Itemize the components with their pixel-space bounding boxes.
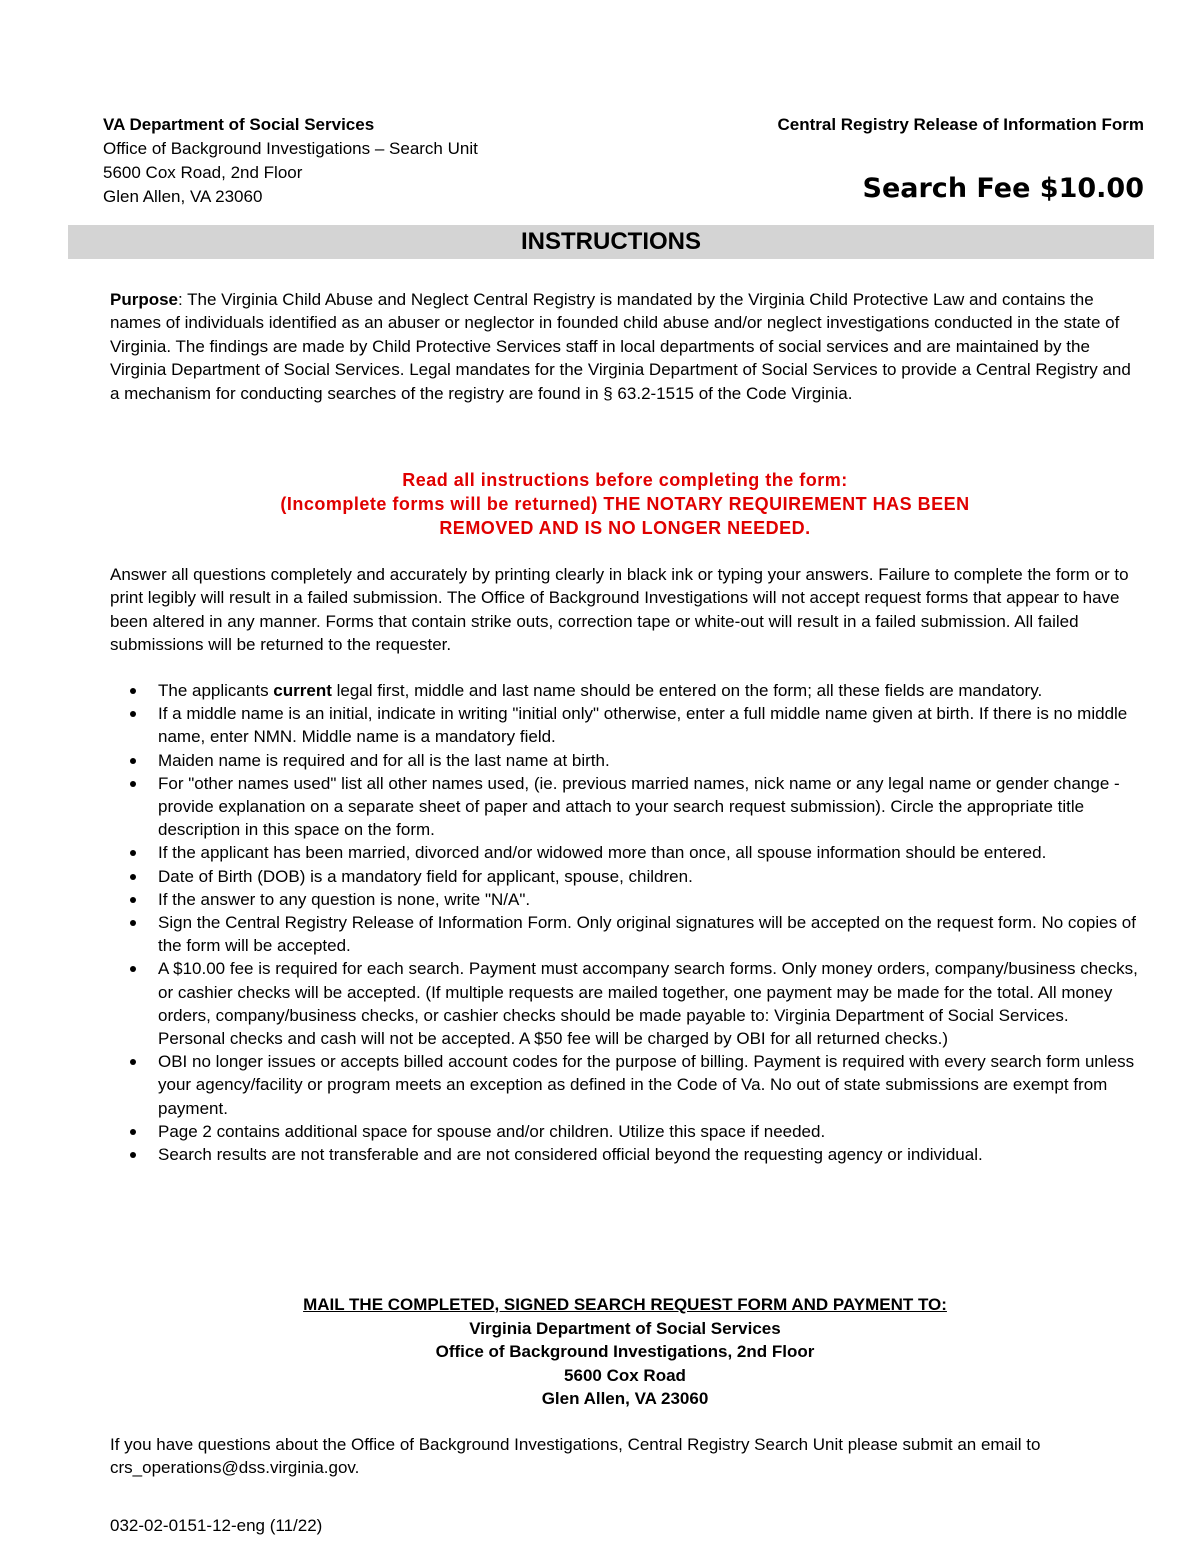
mail-line-2: Office of Background Investigations, 2nd Floor xyxy=(435,1342,815,1361)
list-item: Page 2 contains additional space for spouse and/or children. Utilize this space if needed. xyxy=(110,1120,1140,1143)
bullet-icon xyxy=(130,1152,136,1158)
instructions-heading: INSTRUCTIONS xyxy=(68,225,1154,259)
agency-address-block xyxy=(103,113,478,209)
notice-line-1: Read all instructions before completing the form: xyxy=(402,470,848,490)
bullet-icon xyxy=(130,897,136,903)
bullet-icon xyxy=(130,874,136,880)
address-line-2: Glen Allen, VA 23060 xyxy=(103,187,263,206)
list-item: Date of Birth (DOB) is a mandatory field for applicant, spouse, children. xyxy=(110,865,1140,888)
list-item: The applicants current legal first, middle and last name should be entered on the form; all these fields are mandatory. xyxy=(110,679,1140,702)
office-name: Office of Background Investigations – Search Unit xyxy=(103,139,478,158)
notice-line-3: REMOVED AND IS NO LONGER NEEDED. xyxy=(439,518,811,538)
bullet-icon xyxy=(130,850,136,856)
list-item: A $10.00 fee is required for each search. Payment must accompany search forms. Only money orders, company/business checks, or cashier checks will be accepted. (If multiple requests are mailed together, one payment may be made for the total. All money orders, company/business checks, or cashier checks should be made payable to: Virginia Department of Social Services. Personal checks and cash will not be accepted. A $50 fee will be charged by OBI for all returned checks.) xyxy=(110,957,1140,1050)
mail-line-3: 5600 Cox Road xyxy=(564,1365,686,1385)
purpose-text: : The Virginia Child Abuse and Neglect Central Registry is mandated by the Virginia Child Protective Law and contains the names of individuals identified as an abuser or neglector in founded child abuse and/or neglect investigations conducted in the state of Virginia. The findings are made by Child Protective Services staff in local departments of social services and are maintained by the Virginia Department of Social Services. Legal mandates for the Virginia Department of Social Services to provide a Central Registry and a mechanism for conducting searches of the registry are found in § 63.2-1515 of the Code Virginia. xyxy=(110,290,1131,403)
list-item: If a middle name is an initial, indicate in writing "initial only" otherwise, enter a full middle name given at birth. If there is no middle name, enter NMN. Middle name is a mandatory field. xyxy=(110,702,1140,748)
notice-line-2: (Incomplete forms will be returned) THE NOTARY REQUIREMENT HAS BEEN xyxy=(280,494,970,514)
mail-heading: MAIL THE COMPLETED, SIGNED SEARCH REQUEST FORM AND PAYMENT TO: xyxy=(303,1295,947,1314)
list-item: Sign the Central Registry Release of Information Form. Only original signatures will be accepted on the request form. No copies of the form will be accepted. xyxy=(110,911,1140,957)
list-item: OBI no longer issues or accepts billed account codes for the purpose of billing. Payment is required with every search form unless your agency/facility or program meets an exception as defined in the Code of Va. No out of state submissions are exempt from payment. xyxy=(110,1050,1140,1120)
mailing-address-block xyxy=(110,1293,1140,1411)
answer-paragraph: Answer all questions completely and accurately by printing clearly in black ink or typing your answers. Failure to complete the form or to print legibly will result in a failed submission. The Office of Background Investigations will not accept request forms that appear to have been altered in any manner. Forms that contain strike outs, correction tape or white-out will result in a failed submission. All failed submissions will be returned to the requester. xyxy=(110,565,1129,655)
list-item: Search results are not transferable and are not considered official beyond the requesting agency or individual. xyxy=(110,1143,1140,1166)
search-fee: Search Fee $10.00 xyxy=(862,173,1144,204)
contact-paragraph: If you have questions about the Office of Background Investigations, Central Registry Search Unit please submit an email to crs_operations@dss.virginia.gov. xyxy=(110,1435,1041,1478)
bullet-icon xyxy=(130,781,136,787)
bullet-icon xyxy=(130,711,136,717)
bullet-icon xyxy=(130,758,136,764)
bullet-icon xyxy=(130,1059,136,1065)
purpose-label: Purpose xyxy=(110,290,179,309)
form-title: Central Registry Release of Information Form xyxy=(777,115,1144,134)
form-code: 032-02-0151-12-eng (11/22) xyxy=(110,1516,323,1535)
bullet-icon xyxy=(130,1129,136,1135)
purpose-paragraph xyxy=(110,288,1140,405)
bullet-icon xyxy=(130,920,136,926)
notary-notice xyxy=(110,468,1140,540)
mail-line-1: Virginia Department of Social Services xyxy=(469,1318,781,1338)
bullet-icon xyxy=(130,966,136,972)
department-name: VA Department of Social Services xyxy=(103,115,375,134)
bullet-icon xyxy=(130,688,136,694)
list-item: If the applicant has been married, divorced and/or widowed more than once, all spouse information should be entered. xyxy=(110,841,1140,864)
address-line-1: 5600 Cox Road, 2nd Floor xyxy=(103,163,303,182)
list-item: For "other names used" list all other names used, (ie. previous married names, nick name or any legal name or gender change - provide explanation on a separate sheet of paper and attach to your search request submission). Circle the appropriate title description in this space on the form. xyxy=(110,772,1140,842)
list-item: Maiden name is required and for all is the last name at birth. xyxy=(110,749,1140,772)
instruction-list xyxy=(110,679,1140,1166)
list-item: If the answer to any question is none, write "N/A". xyxy=(110,888,1140,911)
mail-line-4: Glen Allen, VA 23060 xyxy=(541,1389,709,1408)
